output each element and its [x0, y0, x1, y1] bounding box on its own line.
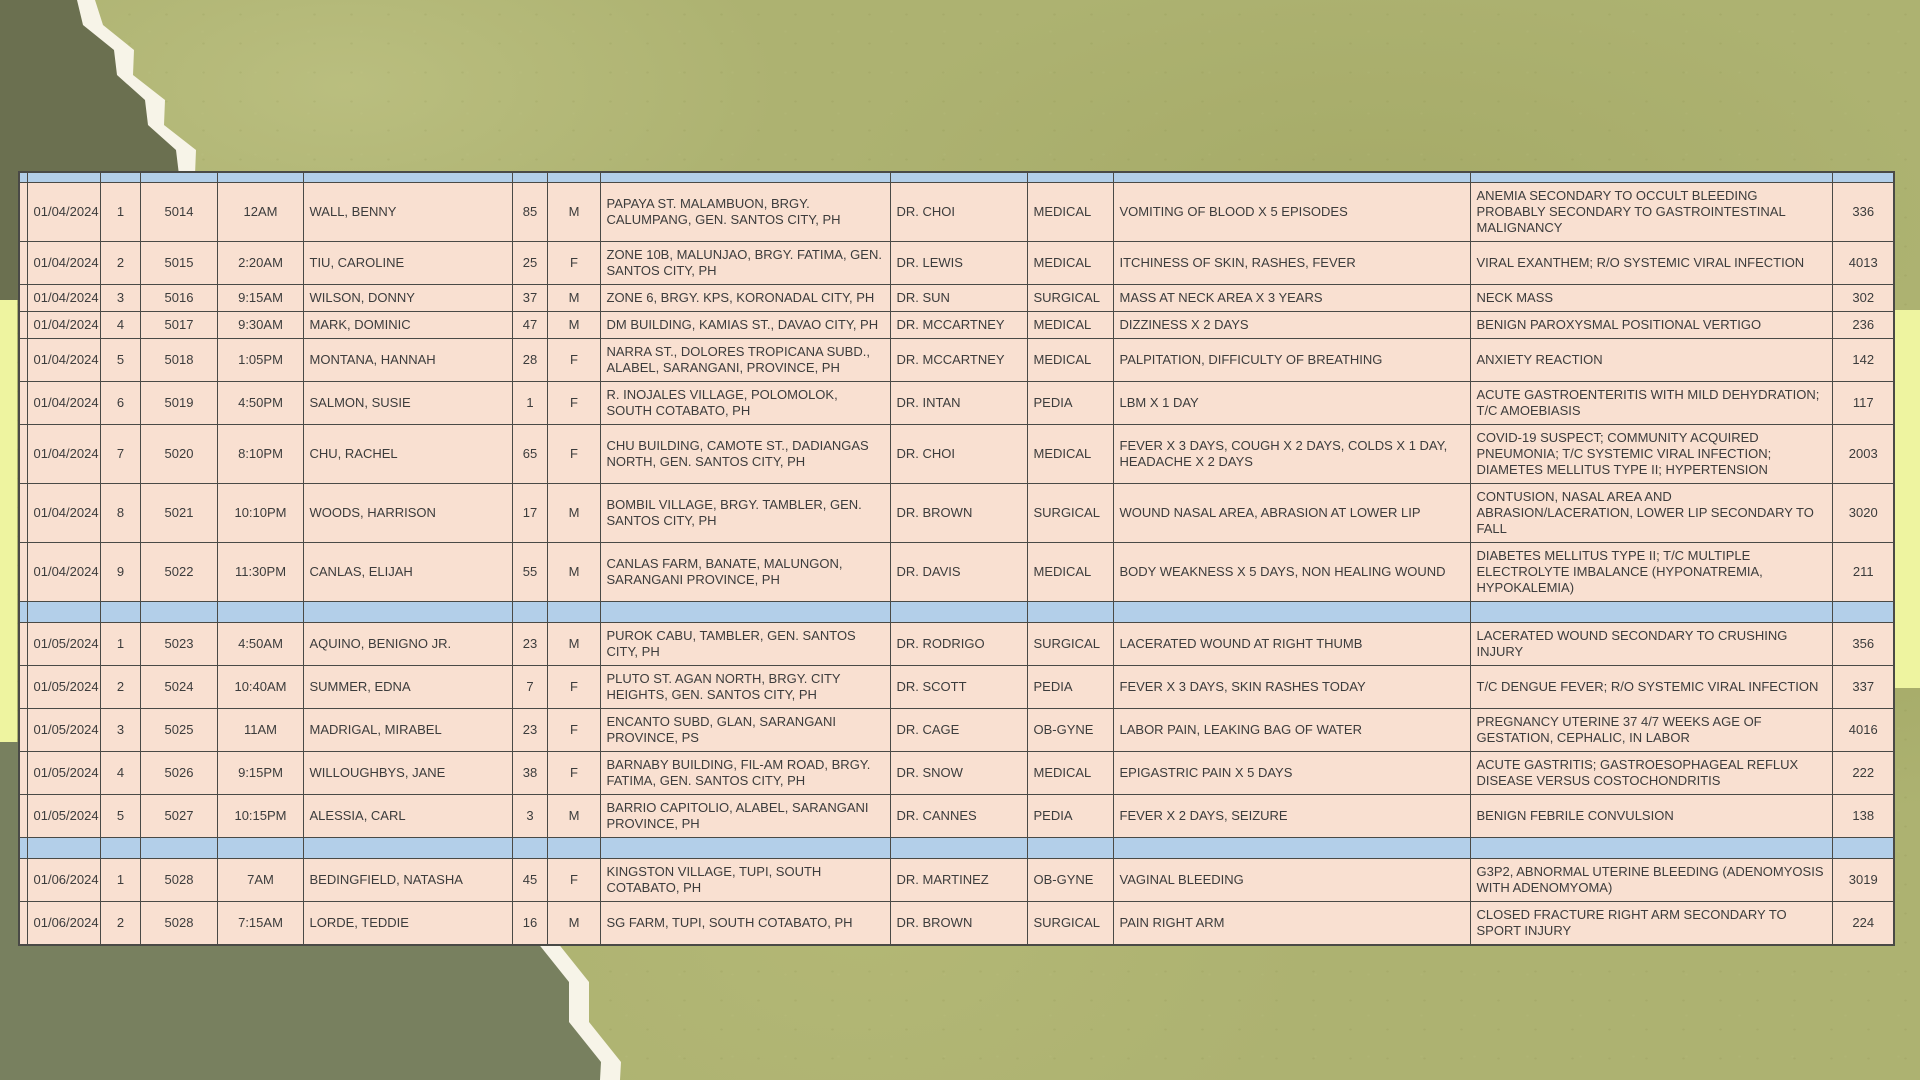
cell-complaint[interactable]: PAIN RIGHT ARM [1113, 902, 1470, 946]
cell-physician[interactable]: DR. INTAN [890, 382, 1027, 425]
cell-age[interactable]: 28 [512, 339, 547, 382]
cell-complaint[interactable]: DIZZINESS X 2 DAYS [1113, 312, 1470, 339]
cell-name[interactable]: MARK, DOMINIC [303, 312, 512, 339]
cell-room[interactable]: 337 [1832, 666, 1894, 709]
separator-cell [303, 838, 512, 859]
cell-time[interactable]: 9:30AM [217, 312, 303, 339]
row-edge-cell [19, 709, 27, 752]
cell-service[interactable]: MEDICAL [1027, 312, 1113, 339]
cell-date[interactable]: 01/04/2024 [27, 484, 100, 543]
cell-date[interactable]: 01/04/2024 [27, 312, 100, 339]
cell-diagnosis[interactable]: VIRAL EXANTHEM; R/O SYSTEMIC VIRAL INFECTION [1470, 242, 1832, 285]
cell-case-no[interactable]: 5023 [140, 623, 217, 666]
cell-time[interactable]: 12AM [217, 183, 303, 242]
cell-age[interactable]: 38 [512, 752, 547, 795]
row-edge-cell [19, 312, 27, 339]
separator-cell [1113, 838, 1470, 859]
separator-cell [27, 602, 100, 623]
separator-cell [19, 602, 27, 623]
cell-room[interactable]: 2003 [1832, 425, 1894, 484]
cell-case-no[interactable]: 5016 [140, 285, 217, 312]
cell-sex[interactable]: M [547, 312, 600, 339]
cell-sex[interactable]: F [547, 666, 600, 709]
cell-age[interactable]: 3 [512, 795, 547, 838]
cell-date[interactable]: 01/04/2024 [27, 285, 100, 312]
cell-sex[interactable]: M [547, 285, 600, 312]
cell-address[interactable]: KINGSTON VILLAGE, TUPI, SOUTH COTABATO, PH [600, 859, 890, 902]
cell-room[interactable]: 117 [1832, 382, 1894, 425]
row-edge-cell [19, 902, 27, 946]
cell-name[interactable]: MADRIGAL, MIRABEL [303, 709, 512, 752]
cell-date[interactable]: 01/06/2024 [27, 859, 100, 902]
separator-cell [1832, 172, 1894, 183]
row-edge-cell [19, 859, 27, 902]
cell-time[interactable]: 8:10PM [217, 425, 303, 484]
cell-service[interactable]: MEDICAL [1027, 183, 1113, 242]
cell-diagnosis[interactable]: G3P2, ABNORMAL UTERINE BLEEDING (ADENOMYOSIS WITH ADENOMYOMA) [1470, 859, 1832, 902]
cell-age[interactable]: 7 [512, 666, 547, 709]
table-row [19, 425, 1894, 484]
cell-name[interactable]: WOODS, HARRISON [303, 484, 512, 543]
table-row [19, 312, 1894, 339]
cell-case-no[interactable]: 5028 [140, 859, 217, 902]
cell-name[interactable]: CANLAS, ELIJAH [303, 543, 512, 602]
cell-room[interactable]: 222 [1832, 752, 1894, 795]
cell-age[interactable]: 45 [512, 859, 547, 902]
separator-cell [1113, 602, 1470, 623]
cell-time[interactable]: 10:10PM [217, 484, 303, 543]
table-row [19, 859, 1894, 902]
cell-time[interactable]: 11AM [217, 709, 303, 752]
cell-address[interactable]: CANLAS FARM, BANATE, MALUNGON, SARANGANI PROVINCE, PH [600, 543, 890, 602]
cell-age[interactable]: 85 [512, 183, 547, 242]
cell-sex[interactable]: M [547, 183, 600, 242]
date-group-separator-row [19, 838, 1894, 859]
cell-room[interactable]: 142 [1832, 339, 1894, 382]
cell-address[interactable]: R. INOJALES VILLAGE, POLOMOLOK, SOUTH COTABATO, PH [600, 382, 890, 425]
cell-age[interactable]: 23 [512, 709, 547, 752]
cell-service[interactable]: MEDICAL [1027, 242, 1113, 285]
cell-name[interactable]: LORDE, TEDDIE [303, 902, 512, 946]
cell-time[interactable]: 10:15PM [217, 795, 303, 838]
cell-complaint[interactable]: VOMITING OF BLOOD X 5 EPISODES [1113, 183, 1470, 242]
cell-diagnosis[interactable]: PREGNANCY UTERINE 37 4/7 WEEKS AGE OF GESTATION, CEPHALIC, IN LABOR [1470, 709, 1832, 752]
cell-sex[interactable]: F [547, 382, 600, 425]
cell-sex[interactable]: F [547, 242, 600, 285]
patient-census-sheet [18, 171, 1895, 946]
cell-name[interactable]: CHU, RACHEL [303, 425, 512, 484]
separator-cell [19, 838, 27, 859]
table-row [19, 543, 1894, 602]
separator-cell [1832, 602, 1894, 623]
cell-date[interactable]: 01/05/2024 [27, 709, 100, 752]
cell-room[interactable]: 224 [1832, 902, 1894, 946]
separator-cell [140, 602, 217, 623]
separator-cell [547, 838, 600, 859]
cell-case-no[interactable]: 5021 [140, 484, 217, 543]
cell-service[interactable]: SURGICAL [1027, 285, 1113, 312]
cell-date[interactable]: 01/04/2024 [27, 543, 100, 602]
cell-age[interactable]: 47 [512, 312, 547, 339]
cell-service[interactable]: OB-GYNE [1027, 709, 1113, 752]
row-edge-cell [19, 242, 27, 285]
cell-address[interactable]: BOMBIL VILLAGE, BRGY. TAMBLER, GEN. SANTOS CITY, PH [600, 484, 890, 543]
cell-sex[interactable]: M [547, 484, 600, 543]
cell-date[interactable]: 01/05/2024 [27, 752, 100, 795]
table-row [19, 709, 1894, 752]
cell-service[interactable]: MEDICAL [1027, 752, 1113, 795]
cell-service[interactable]: SURGICAL [1027, 902, 1113, 946]
cell-date[interactable]: 01/04/2024 [27, 183, 100, 242]
cell-name[interactable]: BEDINGFIELD, NATASHA [303, 859, 512, 902]
cell-address[interactable]: BARRIO CAPITOLIO, ALABEL, SARANGANI PROVINCE, PH [600, 795, 890, 838]
table-row [19, 183, 1894, 242]
cell-room[interactable]: 356 [1832, 623, 1894, 666]
cell-physician[interactable]: DR. MCCARTNEY [890, 339, 1027, 382]
cell-date[interactable]: 01/05/2024 [27, 623, 100, 666]
row-edge-cell [19, 285, 27, 312]
cell-no[interactable]: 1 [100, 183, 140, 242]
cell-no[interactable]: 8 [100, 484, 140, 543]
cell-service[interactable]: SURGICAL [1027, 623, 1113, 666]
cell-room[interactable]: 3019 [1832, 859, 1894, 902]
cell-diagnosis[interactable]: CLOSED FRACTURE RIGHT ARM SECONDARY TO SPORT INJURY [1470, 902, 1832, 946]
cell-age[interactable]: 17 [512, 484, 547, 543]
cell-service[interactable]: MEDICAL [1027, 425, 1113, 484]
cell-complaint[interactable]: FEVER X 3 DAYS, COUGH X 2 DAYS, COLDS X 1 DAY, HEADACHE X 2 DAYS [1113, 425, 1470, 484]
cell-physician[interactable]: DR. CHOI [890, 183, 1027, 242]
cell-diagnosis[interactable]: ANXIETY REACTION [1470, 339, 1832, 382]
cell-service[interactable]: SURGICAL [1027, 484, 1113, 543]
cell-time[interactable]: 9:15PM [217, 752, 303, 795]
separator-cell [600, 602, 890, 623]
cell-complaint[interactable]: WOUND NASAL AREA, ABRASION AT LOWER LIP [1113, 484, 1470, 543]
table-row [19, 339, 1894, 382]
cell-sex[interactable]: F [547, 859, 600, 902]
cell-date[interactable]: 01/04/2024 [27, 339, 100, 382]
separator-cell [600, 172, 890, 183]
cell-case-no[interactable]: 5026 [140, 752, 217, 795]
separator-cell [1470, 838, 1832, 859]
cell-address[interactable]: DM BUILDING, KAMIAS ST., DAVAO CITY, PH [600, 312, 890, 339]
cell-physician[interactable]: DR. MARTINEZ [890, 859, 1027, 902]
row-edge-cell [19, 339, 27, 382]
cell-no[interactable]: 3 [100, 709, 140, 752]
cell-room[interactable]: 302 [1832, 285, 1894, 312]
separator-cell [217, 838, 303, 859]
cell-diagnosis[interactable]: DIABETES MELLITUS TYPE II; T/C MULTIPLE ELECTROLYTE IMBALANCE (HYPONATREMIA, HYPOKALEMIA) [1470, 543, 1832, 602]
cell-sex[interactable]: M [547, 543, 600, 602]
cell-service[interactable]: PEDIA [1027, 795, 1113, 838]
cell-date[interactable]: 01/06/2024 [27, 902, 100, 946]
cell-time[interactable]: 4:50AM [217, 623, 303, 666]
separator-cell [27, 172, 100, 183]
cell-room[interactable]: 4013 [1832, 242, 1894, 285]
cell-age[interactable]: 55 [512, 543, 547, 602]
cell-age[interactable]: 16 [512, 902, 547, 946]
cell-date[interactable]: 01/05/2024 [27, 666, 100, 709]
cell-diagnosis[interactable]: BENIGN FEBRILE CONVULSION [1470, 795, 1832, 838]
separator-cell [140, 838, 217, 859]
separator-cell [1470, 172, 1832, 183]
table-row [19, 795, 1894, 838]
cell-diagnosis[interactable]: CONTUSION, NASAL AREA AND ABRASION/LACERATION, LOWER LIP SECONDARY TO FALL [1470, 484, 1832, 543]
separator-cell [512, 172, 547, 183]
cell-name[interactable]: SUMMER, EDNA [303, 666, 512, 709]
cell-address[interactable]: PAPAYA ST. MALAMBUON, BRGY. CALUMPANG, GEN. SANTOS CITY, PH [600, 183, 890, 242]
cell-service[interactable]: PEDIA [1027, 666, 1113, 709]
cell-case-no[interactable]: 5014 [140, 183, 217, 242]
separator-cell [512, 602, 547, 623]
patient-census-table [18, 171, 1895, 946]
cell-complaint[interactable]: FEVER X 3 DAYS, SKIN RASHES TODAY [1113, 666, 1470, 709]
cell-sex[interactable]: F [547, 752, 600, 795]
cell-no[interactable]: 1 [100, 859, 140, 902]
separator-cell [100, 172, 140, 183]
cell-room[interactable]: 4016 [1832, 709, 1894, 752]
cell-name[interactable]: MONTANA, HANNAH [303, 339, 512, 382]
cell-sex[interactable]: M [547, 623, 600, 666]
cell-age[interactable]: 37 [512, 285, 547, 312]
cell-date[interactable]: 01/04/2024 [27, 382, 100, 425]
cell-diagnosis[interactable]: LACERATED WOUND SECONDARY TO CRUSHING INJURY [1470, 623, 1832, 666]
cell-name[interactable]: WILSON, DONNY [303, 285, 512, 312]
cell-age[interactable]: 65 [512, 425, 547, 484]
separator-cell [217, 172, 303, 183]
cell-time[interactable]: 1:05PM [217, 339, 303, 382]
cell-diagnosis[interactable]: T/C DENGUE FEVER; R/O SYSTEMIC VIRAL INFECTION [1470, 666, 1832, 709]
table-row [19, 242, 1894, 285]
cell-physician[interactable]: DR. SUN [890, 285, 1027, 312]
cell-time[interactable]: 11:30PM [217, 543, 303, 602]
date-group-separator-row [19, 602, 1894, 623]
cell-no[interactable]: 3 [100, 285, 140, 312]
row-edge-cell [19, 382, 27, 425]
cell-diagnosis[interactable]: COVID-19 SUSPECT; COMMUNITY ACQUIRED PNEUMONIA; T/C SYSTEMIC VIRAL INFECTION; DIAMETES MELLITUS TYPE II; HYPERTENSION [1470, 425, 1832, 484]
table-row [19, 285, 1894, 312]
cell-room[interactable]: 336 [1832, 183, 1894, 242]
cell-case-no[interactable]: 5024 [140, 666, 217, 709]
cell-address[interactable]: PUROK CABU, TAMBLER, GEN. SANTOS CITY, PH [600, 623, 890, 666]
cell-diagnosis[interactable]: NECK MASS [1470, 285, 1832, 312]
cell-no[interactable]: 4 [100, 752, 140, 795]
cell-complaint[interactable]: EPIGASTRIC PAIN X 5 DAYS [1113, 752, 1470, 795]
cell-age[interactable]: 25 [512, 242, 547, 285]
separator-cell [1027, 602, 1113, 623]
separator-cell [100, 602, 140, 623]
table-row [19, 484, 1894, 543]
cell-complaint[interactable]: VAGINAL BLEEDING [1113, 859, 1470, 902]
cell-name[interactable]: WALL, BENNY [303, 183, 512, 242]
cell-case-no[interactable]: 5022 [140, 543, 217, 602]
cell-physician[interactable]: DR. BROWN [890, 484, 1027, 543]
cell-age[interactable]: 1 [512, 382, 547, 425]
cell-time[interactable]: 2:20AM [217, 242, 303, 285]
cell-no[interactable]: 1 [100, 623, 140, 666]
cell-complaint[interactable]: MASS AT NECK AREA X 3 YEARS [1113, 285, 1470, 312]
top-partial-separator-row [19, 172, 1894, 183]
cell-name[interactable]: ALESSIA, CARL [303, 795, 512, 838]
row-edge-cell [19, 752, 27, 795]
cell-case-no[interactable]: 5027 [140, 795, 217, 838]
cell-no[interactable]: 6 [100, 382, 140, 425]
cell-sex[interactable]: M [547, 795, 600, 838]
cell-physician[interactable]: DR. CAGE [890, 709, 1027, 752]
cell-date[interactable]: 01/04/2024 [27, 425, 100, 484]
cell-service[interactable]: MEDICAL [1027, 339, 1113, 382]
cell-no[interactable]: 2 [100, 242, 140, 285]
row-edge-cell [19, 666, 27, 709]
cell-address[interactable]: NARRA ST., DOLORES TROPICANA SUBD., ALABEL, SARANGANI, PROVINCE, PH [600, 339, 890, 382]
cell-address[interactable]: ZONE 6, BRGY. KPS, KORONADAL CITY, PH [600, 285, 890, 312]
cell-physician[interactable]: DR. RODRIGO [890, 623, 1027, 666]
cell-complaint[interactable]: BODY WEAKNESS X 5 DAYS, NON HEALING WOUND [1113, 543, 1470, 602]
table-row [19, 902, 1894, 946]
cell-no[interactable]: 2 [100, 902, 140, 946]
separator-cell [1027, 172, 1113, 183]
cell-name[interactable]: AQUINO, BENIGNO JR. [303, 623, 512, 666]
cell-name[interactable]: TIU, CAROLINE [303, 242, 512, 285]
cell-name[interactable]: WILLOUGHBYS, JANE [303, 752, 512, 795]
table-row [19, 623, 1894, 666]
table-row [19, 382, 1894, 425]
separator-cell [512, 838, 547, 859]
row-edge-cell [19, 484, 27, 543]
separator-cell [890, 838, 1027, 859]
separator-cell [547, 172, 600, 183]
cell-address[interactable]: ENCANTO SUBD, GLAN, SARANGANI PROVINCE, PS [600, 709, 890, 752]
separator-cell [303, 602, 512, 623]
cell-case-no[interactable]: 5015 [140, 242, 217, 285]
cell-age[interactable]: 23 [512, 623, 547, 666]
cell-service[interactable]: OB-GYNE [1027, 859, 1113, 902]
separator-cell [19, 172, 27, 183]
separator-cell [1027, 838, 1113, 859]
table-row [19, 752, 1894, 795]
cell-sex[interactable]: F [547, 709, 600, 752]
cell-complaint[interactable]: LABOR PAIN, LEAKING BAG OF WATER [1113, 709, 1470, 752]
cell-address[interactable]: ZONE 10B, MALUNJAO, BRGY. FATIMA, GEN. SANTOS CITY, PH [600, 242, 890, 285]
separator-cell [890, 172, 1027, 183]
cell-service[interactable]: MEDICAL [1027, 543, 1113, 602]
cell-time[interactable]: 9:15AM [217, 285, 303, 312]
cell-address[interactable]: BARNABY BUILDING, FIL-AM ROAD, BRGY. FATIMA, GEN. SANTOS CITY, PH [600, 752, 890, 795]
cell-physician[interactable]: DR. MCCARTNEY [890, 312, 1027, 339]
cell-diagnosis[interactable]: ACUTE GASTROENTERITIS WITH MILD DEHYDRATION; T/C AMOEBIASIS [1470, 382, 1832, 425]
cell-service[interactable]: PEDIA [1027, 382, 1113, 425]
cell-address[interactable]: PLUTO ST. AGAN NORTH, BRGY. CITY HEIGHTS, GEN. SANTOS CITY, PH [600, 666, 890, 709]
cell-physician[interactable]: DR. SNOW [890, 752, 1027, 795]
cell-room[interactable]: 138 [1832, 795, 1894, 838]
row-edge-cell [19, 183, 27, 242]
cell-no[interactable]: 9 [100, 543, 140, 602]
cell-room[interactable]: 3020 [1832, 484, 1894, 543]
cell-no[interactable]: 5 [100, 339, 140, 382]
cell-physician[interactable]: DR. DAVIS [890, 543, 1027, 602]
cell-time[interactable]: 7AM [217, 859, 303, 902]
cell-case-no[interactable]: 5025 [140, 709, 217, 752]
cell-address[interactable]: CHU BUILDING, CAMOTE ST., DADIANGAS NORTH, GEN. SANTOS CITY, PH [600, 425, 890, 484]
cell-diagnosis[interactable]: ANEMIA SECONDARY TO OCCULT BLEEDING PROBABLY SECONDARY TO GASTROINTESTINAL MALIGNANCY [1470, 183, 1832, 242]
cell-no[interactable]: 7 [100, 425, 140, 484]
cell-complaint[interactable]: ITCHINESS OF SKIN, RASHES, FEVER [1113, 242, 1470, 285]
yellow-backing-sheet-left [0, 293, 17, 753]
cell-sex[interactable]: F [547, 339, 600, 382]
separator-cell [303, 172, 512, 183]
separator-cell [1470, 602, 1832, 623]
cell-physician[interactable]: DR. CANNES [890, 795, 1027, 838]
row-edge-cell [19, 543, 27, 602]
cell-time[interactable]: 10:40AM [217, 666, 303, 709]
separator-cell [100, 838, 140, 859]
cell-diagnosis[interactable]: ACUTE GASTRITIS; GASTROESOPHAGEAL REFLUX DISEASE VERSUS COSTOCHONDRITIS [1470, 752, 1832, 795]
separator-cell [140, 172, 217, 183]
cell-case-no[interactable]: 5020 [140, 425, 217, 484]
cell-physician[interactable]: DR. LEWIS [890, 242, 1027, 285]
cell-room[interactable]: 211 [1832, 543, 1894, 602]
cell-no[interactable]: 5 [100, 795, 140, 838]
cell-time[interactable]: 4:50PM [217, 382, 303, 425]
cell-complaint[interactable]: LBM X 1 DAY [1113, 382, 1470, 425]
cell-complaint[interactable]: FEVER X 2 DAYS, SEIZURE [1113, 795, 1470, 838]
row-edge-cell [19, 795, 27, 838]
cell-sex[interactable]: M [547, 902, 600, 946]
cell-case-no[interactable]: 5028 [140, 902, 217, 946]
cell-room[interactable]: 236 [1832, 312, 1894, 339]
cell-date[interactable]: 01/05/2024 [27, 795, 100, 838]
cell-date[interactable]: 01/04/2024 [27, 242, 100, 285]
separator-cell [1113, 172, 1470, 183]
cell-physician[interactable]: DR. SCOTT [890, 666, 1027, 709]
cell-time[interactable]: 7:15AM [217, 902, 303, 946]
cell-physician[interactable]: DR. CHOI [890, 425, 1027, 484]
cell-no[interactable]: 4 [100, 312, 140, 339]
cell-case-no[interactable]: 5019 [140, 382, 217, 425]
cell-sex[interactable]: F [547, 425, 600, 484]
cell-physician[interactable]: DR. BROWN [890, 902, 1027, 946]
cell-no[interactable]: 2 [100, 666, 140, 709]
row-edge-cell [19, 425, 27, 484]
table-row [19, 666, 1894, 709]
separator-cell [1832, 838, 1894, 859]
cell-complaint[interactable]: PALPITATION, DIFFICULTY OF BREATHING [1113, 339, 1470, 382]
cell-name[interactable]: SALMON, SUSIE [303, 382, 512, 425]
separator-cell [547, 602, 600, 623]
yellow-backing-sheet-right [1891, 310, 1920, 688]
separator-cell [27, 838, 100, 859]
cell-case-no[interactable]: 5017 [140, 312, 217, 339]
separator-cell [600, 838, 890, 859]
cell-diagnosis[interactable]: BENIGN PAROXYSMAL POSITIONAL VERTIGO [1470, 312, 1832, 339]
cell-complaint[interactable]: LACERATED WOUND AT RIGHT THUMB [1113, 623, 1470, 666]
row-edge-cell [19, 623, 27, 666]
separator-cell [217, 602, 303, 623]
separator-cell [890, 602, 1027, 623]
cell-address[interactable]: SG FARM, TUPI, SOUTH COTABATO, PH [600, 902, 890, 946]
cell-case-no[interactable]: 5018 [140, 339, 217, 382]
